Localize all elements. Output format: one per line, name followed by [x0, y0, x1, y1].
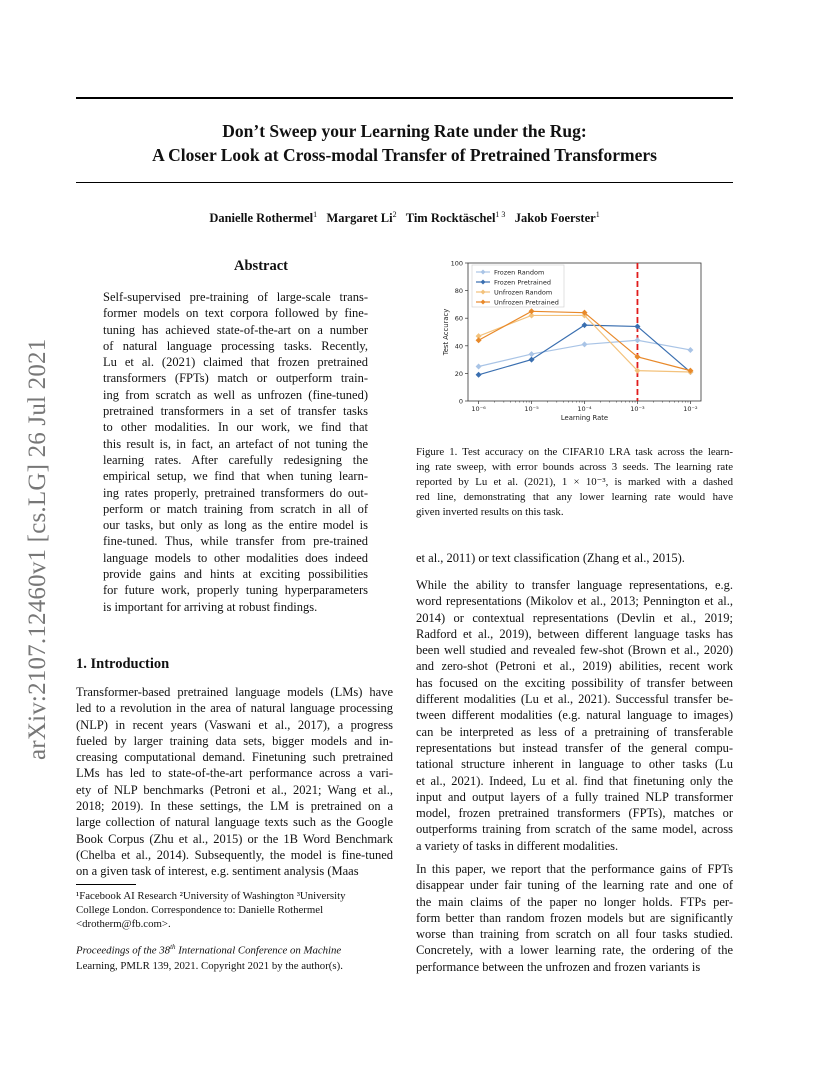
intro-paragraph-3 — [416, 861, 733, 975]
text-line: ety of NLP benchmarks (Petroni et al., 2021; Wang et al., — [76, 782, 393, 797]
x-tick-label: 10⁻⁶ — [471, 405, 486, 413]
text-line: disappear under fair tuning of the learning rate and one of — [416, 878, 733, 893]
text-line: While the ability to transfer language representations, e.g. — [416, 578, 733, 592]
text-line: et al., 2021). Indeed, Lu et al. find that finetuning only the — [416, 773, 733, 788]
text-line: a variety of tasks in different modalities. — [416, 838, 619, 853]
text-line: 2014) or contextual representations (Devlin et al., 2019; — [416, 610, 733, 625]
text-line: our tasks, but only as long as the entire model is — [103, 518, 368, 533]
abstract-heading: Abstract — [234, 258, 288, 274]
y-tick-label: 40 — [454, 342, 463, 351]
x-tick-label: 10⁻⁵ — [524, 405, 539, 413]
series-line — [479, 311, 691, 370]
series-point — [582, 322, 588, 328]
text-line: representations but instead transfer of the general compu- — [416, 740, 733, 755]
top-rule — [76, 97, 733, 99]
text-line: outperforms training from scratch of the same model, across — [416, 822, 733, 837]
y-tick-label: 60 — [454, 314, 463, 323]
series-point — [582, 341, 588, 347]
author: Margaret Li$^2$ — [326, 210, 397, 226]
text-line: form better than random frozen models but are significantly — [416, 910, 733, 925]
text-line: (Chelba et al., 2014). Subsequently, the model is fine-tuned — [76, 847, 393, 862]
text-line: word representations (Mikolov et al., 2013; Pennington et al., — [416, 594, 733, 609]
text-line: In this paper, we report that the performance gains of FPTs — [416, 862, 733, 876]
intro-paragraph-2 — [416, 577, 733, 854]
y-tick-label: 20 — [454, 369, 463, 378]
section-heading-introduction: 1. Introduction — [76, 656, 170, 672]
arxiv-stamp: arXiv:2107.12460v1 [cs.LG] 26 Jul 2021 — [24, 338, 51, 760]
text-line: 2018; 2019). In these settings, the LM is pretrained on a — [76, 799, 393, 814]
text-line: pretrained transformers in a set of transfer tasks — [103, 404, 368, 419]
text-line: has focused on the exciting possibility of transfer between — [416, 675, 733, 690]
text-line: creasing computational demand. Finetuning such pretrained — [76, 750, 393, 765]
y-tick-label: 100 — [450, 259, 463, 268]
text-line: given inverted results on this task. — [416, 506, 564, 518]
text-line: transformers (FPTs) match or outperform train- — [103, 371, 368, 386]
text-line: to other modalities. In our work, we find that — [103, 420, 368, 435]
text-line: Lu et al. (2021) claimed that frozen pretrained — [103, 355, 368, 370]
text-line: worse than training from scratch on all four tasks studied. — [416, 927, 733, 942]
legend-entry: Unfrozen Pretrained — [494, 298, 559, 307]
right-column-top-line: et al., 2011) or text classification (Zhang et al., 2015). — [416, 551, 685, 565]
y-tick-label: 80 — [454, 287, 463, 296]
proceedings-note: Proceedings of the 38th International Conference on Machine Learning, PMLR 139, 2021. Copyright 2021 by the author(s). — [76, 943, 343, 972]
introduction-body — [76, 684, 393, 880]
figure-1-caption — [416, 445, 733, 520]
text-line: provide gains and hints at exciting possibilities — [103, 567, 368, 582]
figure-1-chart — [436, 253, 706, 425]
x-axis-label: Learning Rate — [560, 414, 609, 422]
text-line: input and output layers of a fully trained NLP transformer — [416, 789, 733, 804]
text-line: Radford et al., 2019), between different language tasks has — [416, 626, 733, 641]
text-line: tational structure inherent in language to other tasks (Lu — [416, 757, 733, 772]
text-line: red line, demonstrating that any lower learning rate would have — [416, 491, 733, 503]
legend-entry: Frozen Random — [494, 268, 545, 277]
author: Jakob Foerster$^1$ — [514, 210, 600, 226]
x-tick-label: 10⁻² — [683, 405, 698, 413]
text-line: and zero-shot (Petroni et al., 2019) abilities, recent work — [416, 659, 733, 674]
series-point — [529, 351, 535, 357]
series-point — [529, 357, 535, 363]
text-line: this result is, in fact, an artefact of not tuning the — [103, 436, 368, 451]
text-line: ing rates properly, pretrained transformers do out- — [103, 485, 368, 500]
text-line: the main claims of the paper no longer holds. FTPs per- — [416, 894, 733, 909]
text-line: ing rate sweep, with error bounds across 3 seeds. The learning rate — [416, 461, 733, 473]
text-line: Book Corpus (Zhu et al., 2015) or the 1B Word Benchmark — [76, 831, 393, 846]
text-line: empirical setup, we find that when tuning learn- — [103, 469, 368, 484]
author-list — [76, 210, 733, 226]
abstract-body — [103, 289, 368, 615]
text-line: Figure 1. Test accuracy on the CIFAR10 LRA task across the learn- — [416, 446, 733, 458]
series-point — [476, 337, 482, 343]
series-line — [479, 325, 691, 375]
x-tick-label: 10⁻⁴ — [577, 405, 592, 413]
text-line: perform or match training from scratch in all of — [103, 501, 368, 516]
series-point — [634, 337, 640, 343]
text-line: Self-supervised pre-training of large-scale trans- — [103, 290, 368, 304]
author: Tim Rocktäschel$^{1 3}$ — [405, 210, 506, 226]
legend-entry: Unfrozen Random — [494, 288, 553, 297]
text-line: large collection of natural language texts such as the Google — [76, 815, 393, 830]
text-line: on a given task of interest, e.g. sentiment analysis (Maas — [76, 864, 359, 879]
series-point — [529, 308, 535, 314]
text-line: can be interpreted as less of a pretraining of transferable — [416, 724, 733, 739]
series-point — [687, 347, 693, 353]
text-line: Concretely, with a lower learning rate, the ordering of the — [416, 943, 733, 958]
text-line: Transformer-based pretrained language models (LMs) have — [76, 685, 393, 699]
series-point — [476, 364, 482, 370]
text-line: of natural language processing tasks. Recently, — [103, 338, 368, 353]
title-bottom-rule — [76, 182, 733, 183]
y-tick-label: 0 — [458, 397, 463, 406]
text-line: led to a revolution in the area of natural language processing — [76, 701, 393, 716]
x-tick-label: 10⁻³ — [630, 405, 645, 413]
footnote: ¹Facebook AI Research ²University of Washington ³University College London. Correspondence to: Danielle Rothermel <drotherm@fb.com>. — [76, 890, 346, 930]
text-line: performance between the unfrozen and frozen variants is — [416, 959, 701, 974]
text-line: for future work, properly tuning hyperparameters — [103, 583, 368, 598]
text-line: LMs has led to state-of-the-art performance across a vari- — [76, 766, 393, 781]
series-point — [476, 372, 482, 378]
text-line: model, frozen pretrained transformers (FPTs), matches or — [416, 806, 733, 821]
text-line: tuning has achieved state-of-the-art on a number — [103, 322, 368, 337]
y-axis-label: Test Accuracy — [442, 308, 450, 356]
text-line: tween different modalities (e.g. natural language to images) — [416, 708, 733, 723]
text-line: is important for arriving at robust findings. — [103, 599, 318, 614]
text-line: ing from scratch as well as unfrozen (fine-tuned) — [103, 387, 368, 402]
text-line: learning rates. After carefully redesigning the — [103, 452, 368, 467]
text-line: (NLP) in recent years (Vaswani et al., 2017), a progress — [76, 717, 393, 732]
footnote-rule — [76, 884, 136, 885]
text-line: language models to other modalities does indeed — [103, 550, 368, 565]
text-line: former models on text corpora followed by fine- — [103, 306, 368, 321]
text-line: fine-tuned. Thus, while transfer from pre-trained — [103, 534, 368, 549]
author: Danielle Rothermel$^1$ — [209, 210, 318, 226]
text-line: been well studied and revealed few-shot (Brown et al., 2020) — [416, 643, 733, 658]
paper-title: Don’t Sweep your Learning Rate under the Rug: A Closer Look at Cross-modal Transfer of Pretrained Transformers — [152, 121, 657, 165]
text-line: different modalities (Lu et al., 2021). Successful transfer be- — [416, 692, 733, 707]
legend-entry: Frozen Pretrained — [494, 278, 551, 287]
text-line: reported by Lu et al. (2021), 1 × 10⁻³, is marked with a dashed — [416, 476, 733, 488]
text-line: fueled by larger training data sets, bigger models and in- — [76, 733, 393, 748]
